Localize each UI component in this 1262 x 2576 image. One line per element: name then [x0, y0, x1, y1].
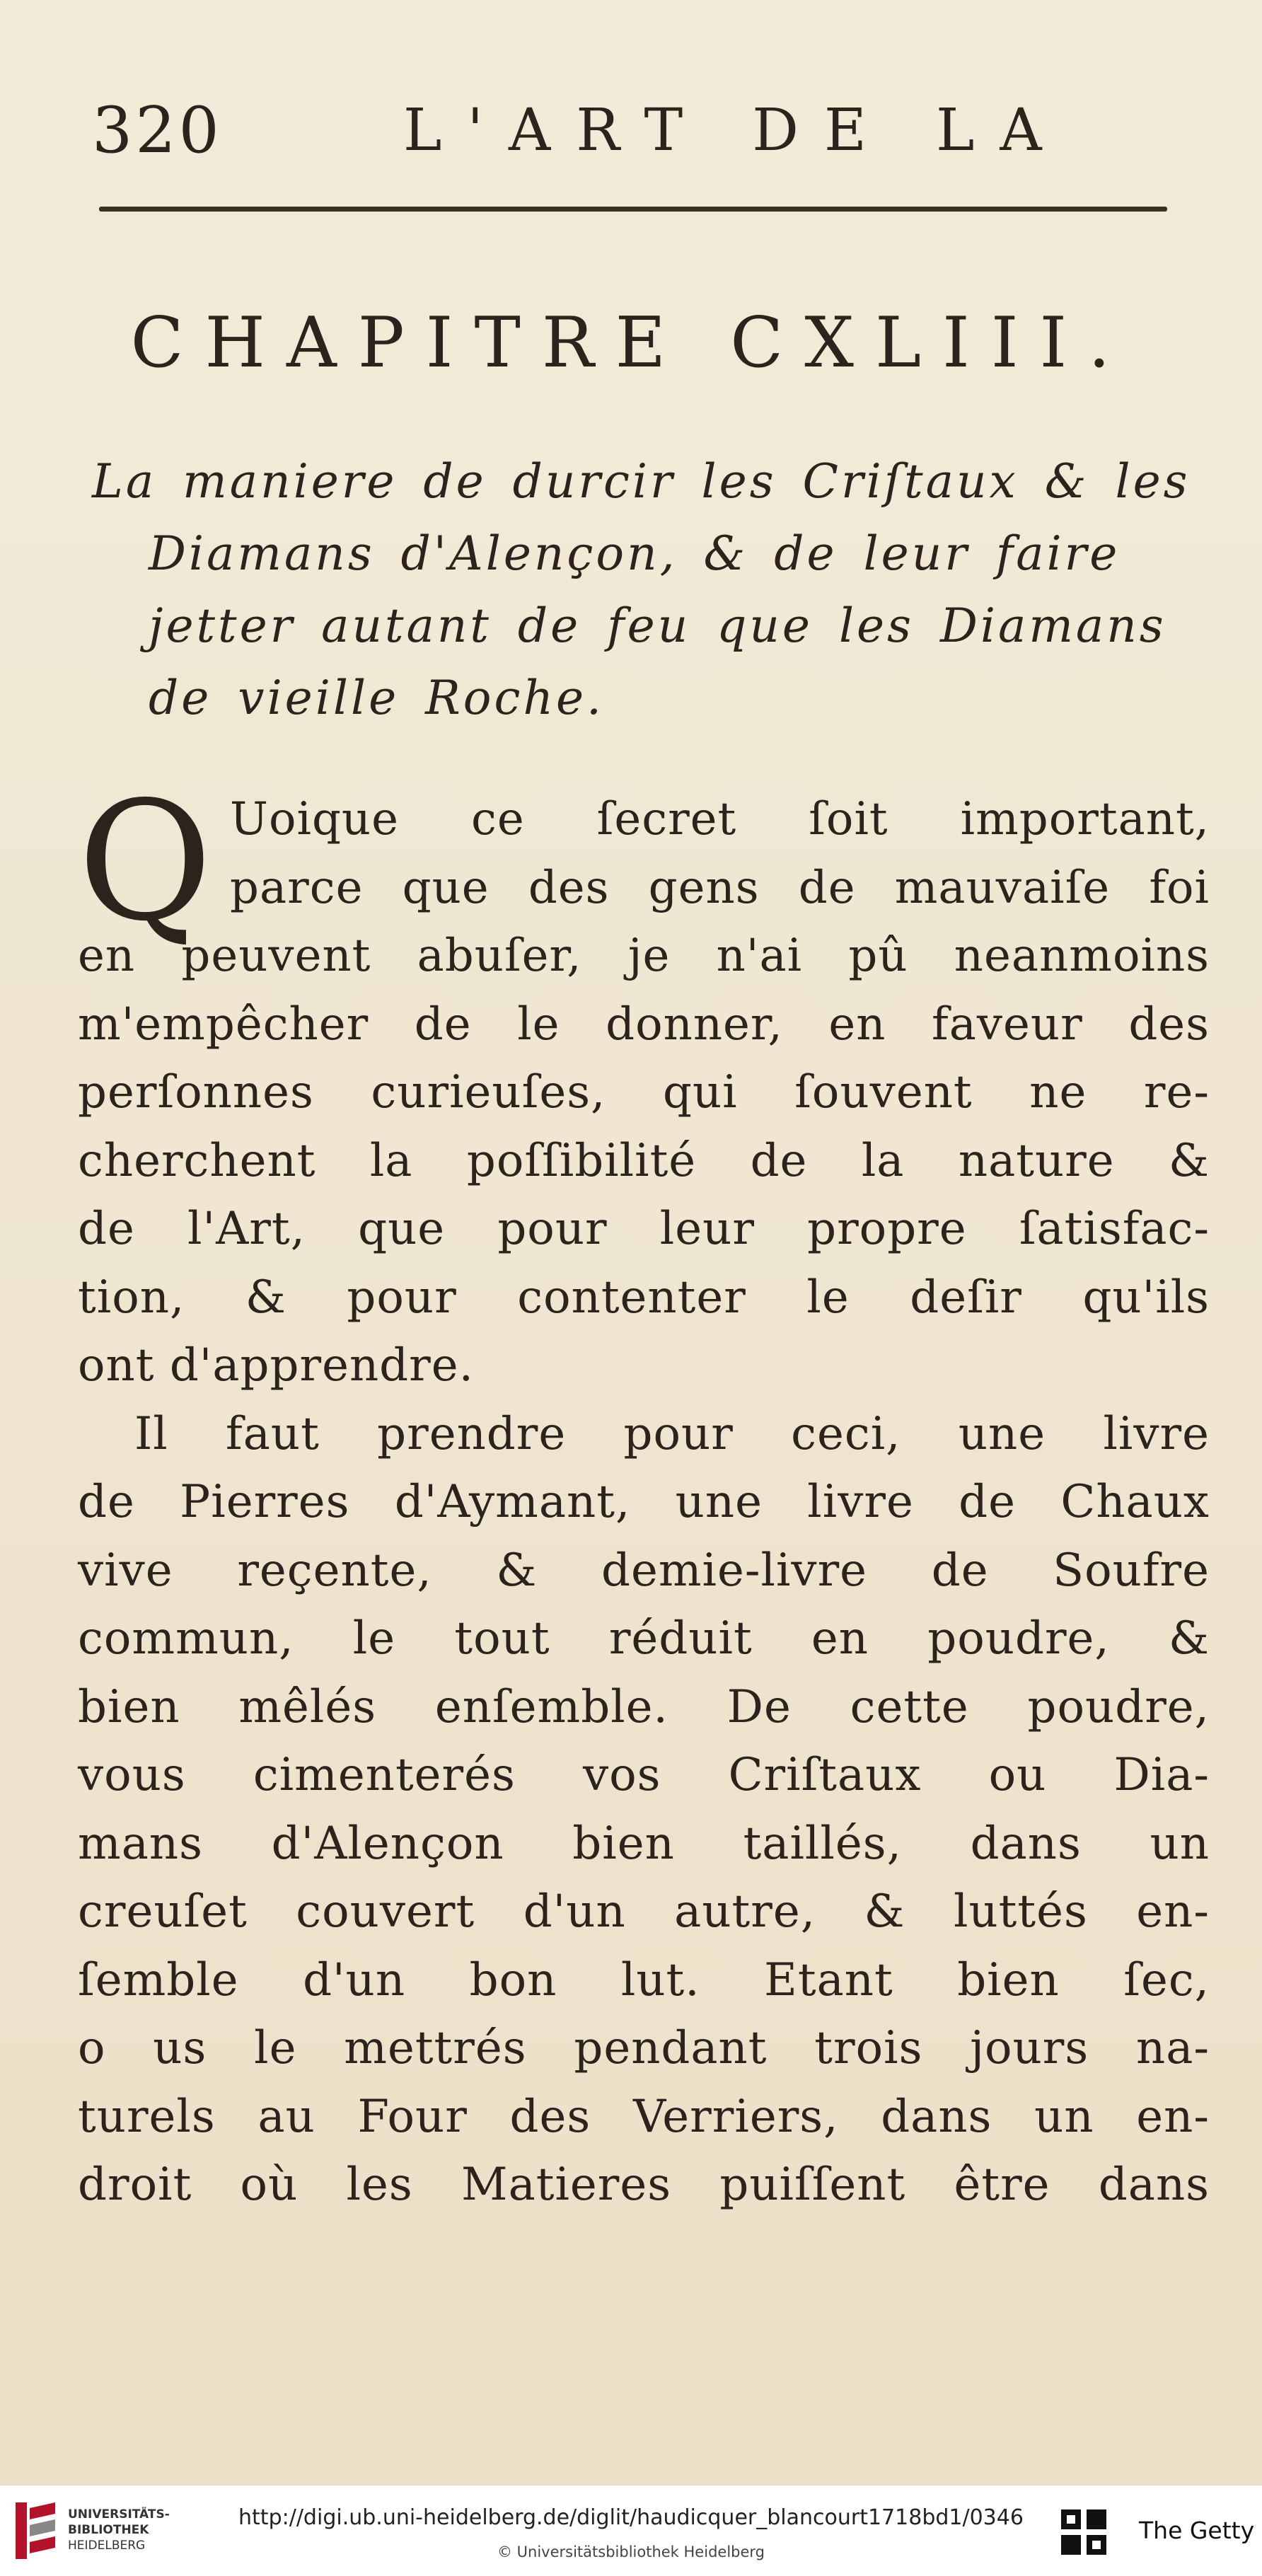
text-line: Il faut prendre pour ceci, une livre	[134, 1407, 1210, 1460]
text-line: m'empêcher de le donner, en faveur des	[78, 998, 1210, 1051]
institution-line: BIBLIOTHEK	[68, 2523, 149, 2537]
text-line: en peuvent abuſer, je n'ai pû neanmoins	[78, 930, 1210, 982]
running-title: L'ART DE LA	[403, 97, 1067, 164]
getty-logo-icon	[1061, 2509, 1106, 2555]
chapter-subtitle	[92, 446, 1196, 734]
text-line: de l'Art, que pour leur propre ſatisfac-	[78, 1203, 1210, 1255]
text-line: ſemble d'un bon lut. Etant bien ſec,	[78, 1953, 1210, 2006]
permalink-url[interactable]: http://digi.ub.uni-heidelberg.de/diglit/haudicquer_blancourt1718bd1/0346	[238, 2505, 1024, 2530]
institution-line: HEIDELBERG	[68, 2539, 146, 2553]
text-line: commun, le tout réduit en poudre, &	[78, 1612, 1210, 1665]
body-text	[78, 766, 1210, 2219]
drop-cap: Q	[78, 766, 214, 957]
subtitle-line: La maniere de durcir les Criſtaux & les	[92, 454, 1191, 509]
chapter-title: CHAPITRE CXLIII.	[130, 303, 1132, 383]
text-line: o us le mettrés pendant trois jours na-	[78, 2022, 1210, 2074]
text-line: turels au Four des Verriers, dans un en-	[78, 2090, 1210, 2143]
institution-line: UNIVERSITÄTS-	[68, 2507, 170, 2522]
running-head	[92, 92, 1181, 170]
copyright-notice: © Universitätsbibliothek Heidelberg	[497, 2543, 765, 2560]
text-line: tion, & pour contenter le deſir qu'ils	[78, 1271, 1210, 1324]
page-number: 320	[92, 93, 222, 168]
text-line: Uoique ce ſecret ſoit important,	[230, 793, 1210, 845]
subtitle-line: jetter autant de feu que les Diamans	[149, 599, 1167, 653]
subtitle-line: Diamans d'Alençon, & de leur faire	[149, 526, 1121, 581]
subtitle-line: de vieille Roche.	[149, 671, 605, 725]
text-line: creuſet couvert d'un autre, & luttés en-	[78, 1885, 1210, 1938]
text-line: vive reçente, & demie-livre de Soufre	[78, 1544, 1210, 1597]
text-line: de Pierres d'Aymant, une livre de Chaux	[78, 1476, 1210, 1528]
text-line: bien mêlés enſemble. De cette poudre,	[78, 1680, 1210, 1733]
text-line: cherchent la poſſibilité de la nature &	[78, 1134, 1210, 1187]
text-line: mans d'Alençon bien taillés, dans un	[78, 1817, 1210, 1870]
text-line: parce que des gens de mauvaiſe foi	[230, 861, 1210, 914]
header-rule	[99, 207, 1167, 212]
text-line: ont d'apprendre.	[78, 1339, 474, 1392]
viewer-footer	[0, 2485, 1262, 2576]
text-line: droit où les Matieres puiſſent être dans	[78, 2159, 1210, 2211]
text-line: perſonnes curieuſes, qui ſouvent ne re-	[78, 1066, 1210, 1119]
text-line: vous cimenterés vos Criſtaux ou Dia-	[78, 1749, 1210, 1801]
partner-name: The Getty	[1139, 2517, 1255, 2544]
